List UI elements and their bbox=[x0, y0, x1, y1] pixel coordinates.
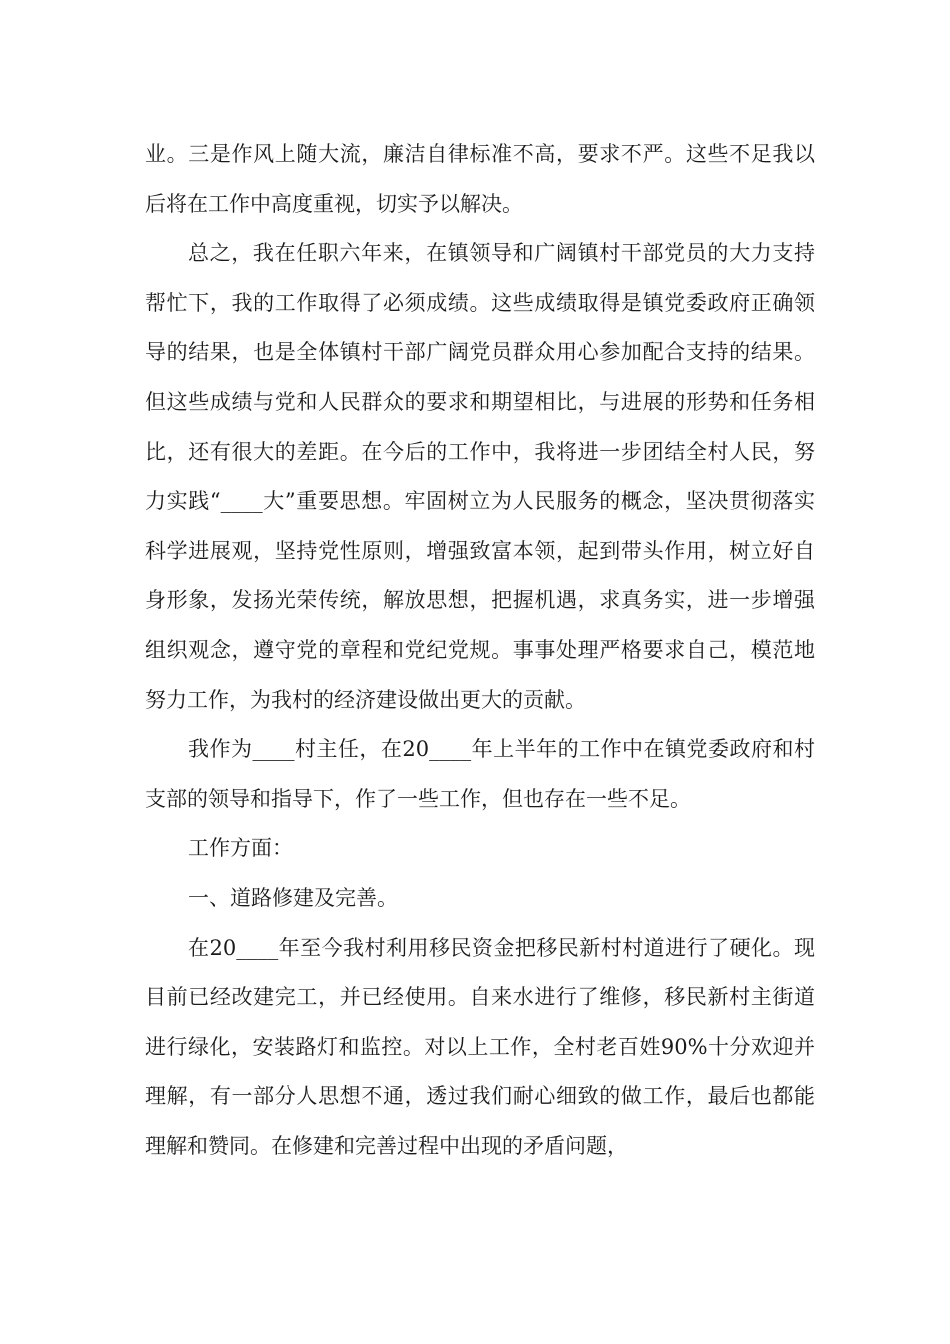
document-body bbox=[145, 130, 815, 1171]
paragraph: 一、道路修建及完善。 bbox=[188, 885, 398, 910]
paragraph: 在20____年至今我村利用移民资金把移民新村村道进行了硬化。现目前已经改建完工，并已经使用。自来水进行了维修，移民新村主街道进行绿化，安装路灯和监控。对以上工作，全村老百姓90%十分欢迎并理解，有一部分人思想不通，透过我们耐心细致的做工作，最后也都能理解和赞同。在修建和完善过程中出现的矛盾问题， bbox=[145, 935, 815, 1158]
paragraph: 我作为____村主任，在20____年上半年的工作中在镇党委政府和村支部的领导和指导下，作了一些工作，但也存在一些不足。 bbox=[145, 737, 815, 811]
paragraph: 工作方面： bbox=[188, 836, 293, 861]
paragraph: 业。三是作风上随大流，廉洁自律标准不高，要求不严。这些不足我以后将在工作中高度重视，切实予以解决。 bbox=[145, 142, 815, 216]
paragraph: 总之，我在任职六年来，在镇领导和广阔镇村干部党员的大力支持帮忙下，我的工作取得了必须成绩。这些成绩取得是镇党委政府正确领导的结果，也是全体镇村干部广阔党员群众用心参加配合支持的结果。但这些成绩与党和人民群众的要求和期望相比，与进展的形势和任务相比，还有很大的差距。在今后的工作中，我将进一步团结全村人民，努力实践“____大”重要思想。牢固树立为人民服务的概念，坚决贯彻落实科学进展观，坚持党性原则，增强致富本领，起到带头作用，树立好自身形象，发扬光荣传统，解放思想，把握机遇，求真务实，进一步增强组织观念，遵守党的章程和党纪党规。事事处理严格要求自己，模范地努力工作，为我村的经济建设做出更大的贡献。 bbox=[145, 241, 815, 712]
